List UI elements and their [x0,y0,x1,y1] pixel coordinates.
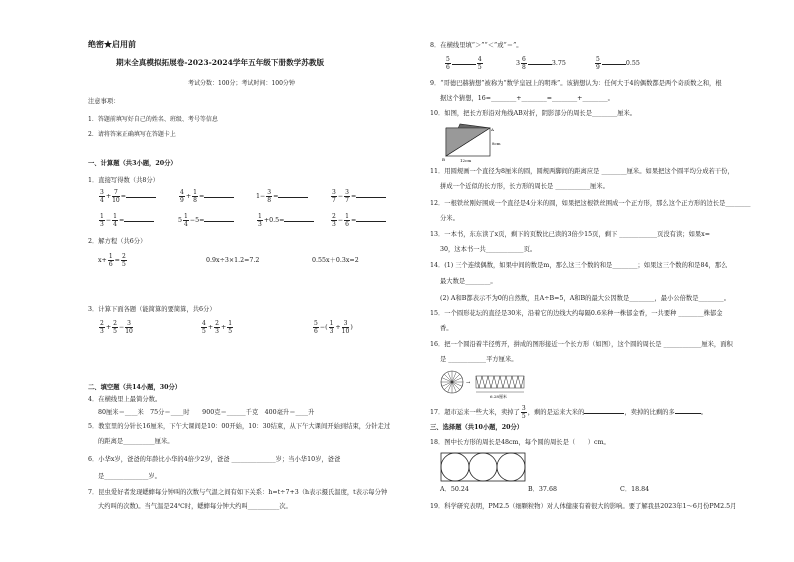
notice-title: 注意事项： [88,98,120,105]
q5-line-b: 的距离是__________厘米。 [98,438,174,445]
q4-line: 80厘米＝____米 75分＝____时 900克＝______千克 400毫升＝____升 [98,409,315,416]
q17-text: 17．超市运来一些大米，卖掉了 $\frac{3}{5}$ ，剩的是运来大米的 ，卖掉的比剩的多 。 [430,405,708,420]
q18-option-b[interactable]: B．37.68 [528,486,557,493]
section1-heading: 一、计算题（共3小题，20分） [88,160,177,167]
q9-line-b: 据这个猜想，16=________+________=________+________。 [440,95,614,102]
q14-line-b: 最大数是________。 [440,278,497,285]
section3-heading: 三、选择题（共10小题，20分） [430,424,524,431]
q18-option-c[interactable]: C．18.84 [620,486,650,493]
q2-label: 2．解方程（共6分） [88,238,147,245]
secret-mark: 绝密★启用前 [88,39,136,49]
q3-item-2: $\frac{4}{5}$ + $\frac{2}{3}$ + $\frac{1}{5}$ [202,320,233,335]
q12-line-a: 12．一根铁丝刚好围成一个直径是4分米的圆，如果把这根铁丝围成一个正方形，那么这个正方形的边长是________ [430,200,751,207]
notice-2: 2．请将答案正确填写在答题卡上 [88,131,176,138]
q1-item-1: $\frac{3}{4}$ + $\frac{7}{10}$ = [98,189,156,204]
left-column [88,0,406,562]
svg-text:→: → [466,380,471,386]
right-column [430,0,775,562]
q1-item-2: $\frac{4}{9}$ + $\frac{1}{8}$ = [178,189,234,204]
q7-line-b: 大约叫的次数)。当气温是24℃时，蟋蟀每分钟大约叫__________次。 [98,503,292,510]
q8-item-3: $\frac{5}{9}$ 0.55 [596,56,640,71]
q15-line-b: 香。 [440,325,453,332]
q4-label: 4．在横线里上最简分数。 [88,396,162,403]
q1-item-8: $\frac{2}{3}$ − $\frac{1}{6}$ = [330,213,386,228]
q8-label: 8．在横线里填“＞”“＜”或“＝”。 [430,42,523,49]
q3-label: 3．计算下面各题（能简算的要简算，共6分） [88,306,216,313]
q11-line-b: 拼成一个近似的长方形，长方形的周长是 ___________厘米。 [440,183,609,190]
q14-line-c: (2) A和B都表示不为0的自然数，且A÷B=5，A和B的最大公因数是________，最小公倍数是________。 [440,295,730,302]
q1-item-7: $\frac{1}{3}$ +0.5= [256,213,314,228]
section2-heading: 二、填空题（共14小题，30分） [88,384,182,391]
q1-item-3: 1− $\frac{3}{8}$ = [256,189,308,204]
q18-circles-figure [440,452,530,482]
q2-eq-1: x+ $\frac{1}{6}$ = $\frac{2}{5}$ [98,253,126,268]
q15-line-a: 15．一个圆形花坛的直径是30米，沿着它的边线大约每隔0.6米种一株郁金香，一共要种 ________株郁金 [430,310,723,317]
q16-line-b: 是 ____________平方厘米。 [440,356,518,363]
exam-title: 期末全真模拟拓展卷-2023-2024学年五年级下册数学苏教版 [116,58,325,67]
q6-line-a: 6．小华x岁，爸爸的年龄比小华的4倍少2岁，爸爸 ______________岁；当小华10岁，爸爸 [88,456,341,463]
q1-label: 1．直接写得数（共8分） [88,177,159,184]
q9-line-a: 9．“哥德巴赫猜想”被称为“数学皇冠上的明珠”。该猜想认为：任何大于4的偶数都是两个奇质数之和，根 [430,80,722,87]
exam-info: 考试分数：100分；考试时间：100分钟 [188,80,295,87]
q19-text: 19．科学研究表明，PM2.5（细颗粒物）对人体健康有着很大的影响。要了解我县2023年1～6月份PM2.5月 [430,503,737,510]
q6-line-b: 是______________岁。 [98,473,161,480]
q5-line-a: 5．教室里的分针长16厘米，下午大课间是10：00开始，10：30结束，从下午大课间开始到结束，分针走过 [88,423,391,430]
q1-item-4: $\frac{3}{7}$ − $\frac{3}{7}$ = [330,189,386,204]
q10-fig-label-a: A [491,127,494,132]
q10-fig-label-12cm: 12cm [460,158,472,163]
q8-item-2: 3 $\frac{6}{8}$ 3.75 [516,56,566,71]
q1-item-6: 5 $\frac{1}{4}$ −5= [178,213,234,228]
q18-text: 18．图中长方形的周长是48cm，每个圆的周长是（ ）cm。 [430,439,610,446]
q11-line-a: 11．用圆规画一个直径为8厘米的圆，圆规两脚间的距离应是 ________厘米。如果把这个圆平均分成若干份， [430,168,734,175]
q2-eq-3: 0.55x＋0.3x=2 [312,257,359,264]
notice-1: 1．答题前填写好自己的姓名、班级、考号等信息 [88,116,218,123]
q18-option-a[interactable]: A．50.24 [440,486,469,493]
q8-item-1: $\frac{5}{6}$ $\frac{4}{5}$ [446,56,482,71]
q13-line-b: 30，这本书一共____________页。 [440,246,537,253]
q16-circle-figure [438,368,538,400]
q10-fig-label-8cm: 8cm [492,141,501,146]
q10-text: 10．如图，把长方形沿对角线AB对折，阴影部分的周长是________厘米。 [430,110,637,117]
q1-item-5: $\frac{1}{3}$ − $\frac{1}{4}$ = [98,213,154,228]
q10-fold-figure [442,122,512,164]
q13-line-a: 13．一本书，东东读了x页，剩下的页数比已读的3倍少15页，剩下 ____________页没有读；如果x= [430,231,710,238]
q7-line-a: 7．昆虫爱好者发现蟋蟀每分钟叫的次数与气温之间有如下关系：h=t÷7+3（h表示摄氏温度，t表示每分钟 [88,489,388,496]
q16-line-a: 16．把一个圆沿着半径剪开，拼成的图形接近一个长方形（如图），这个圆的周长是 ____________厘米，面积 [430,341,733,348]
q10-fig-label-b: B [442,157,445,162]
q16-fig-label: 6.28厘米 [490,394,507,399]
q12-line-b: 分米。 [440,215,459,222]
q3-item-1: $\frac{2}{3}$ + $\frac{2}{5}$ − $\frac{3}{10}$ [100,320,133,335]
q3-item-3: $\frac{5}{6}$ −( $\frac{1}{3}$ + $\frac{3}{10}$ ) [314,320,353,335]
q2-eq-2: 0.9x÷3×1.2=7.2 [206,257,260,264]
q14-line-a: 14．(1) 三个连续偶数，如果中间的数是m，那么这三个数的和是________；如果这三个数的和是84，那么 [430,262,728,269]
